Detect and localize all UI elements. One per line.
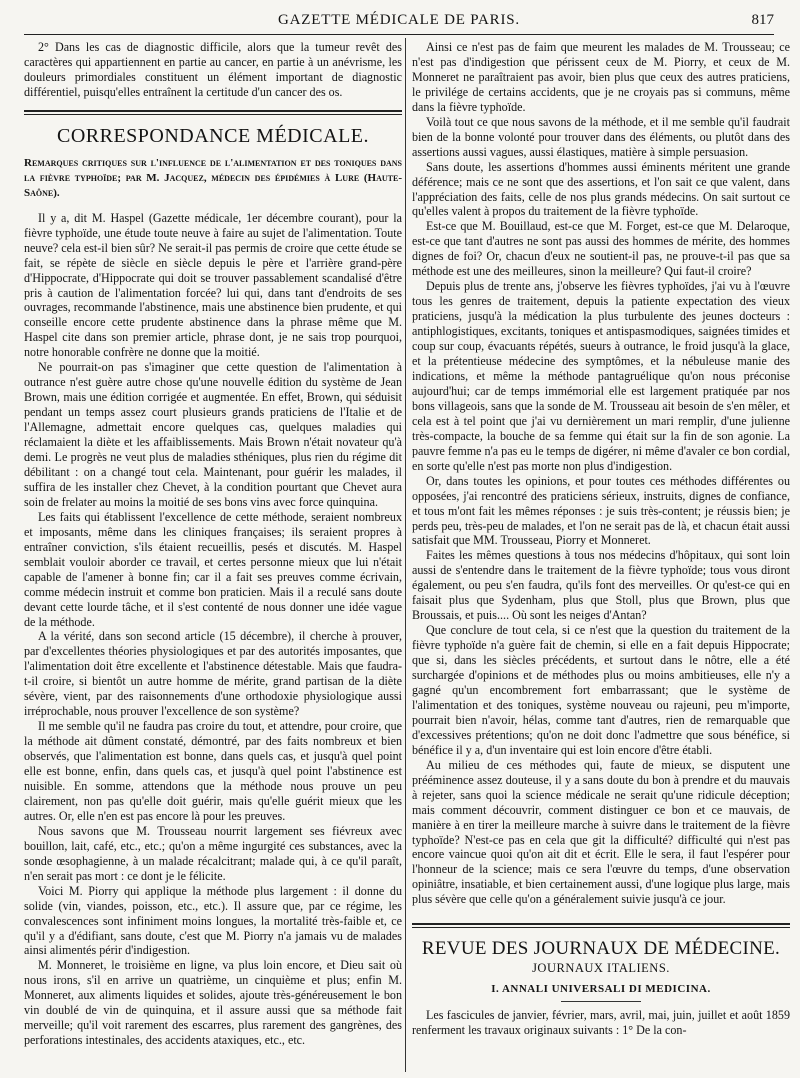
article-paragraph: A la vérité, dans son second article (15 décembre), il cherche à prouver, par d'excellentes théories physiologiques et par des autorités imposantes, que l'alimentation doit être excellente et l'abstinence détestable. Mais que faudra-t-il croire, si bientôt un autre homme de mérite, grand partisan de la diète sévère, vient, par des raisonnements d'une orthodoxie physiologique aussi irréprochable, nous prouver l'excellence de son système? [24,629,402,719]
article-subtitle-text: Remarques critiques sur l'influence de l'alimentation et des toniques dans la fièvre typhoïde; par M. Jacquez, médecin des épidémies à Lure (Haute-Saône). [24,156,402,199]
article-paragraph: M. Monneret, le troisième en ligne, va plus loin encore, et Dieu sait où nous irons, s'il en arrive un quatrième, un cinquième et plus; enfin M. Monneret, aux aliments liquides et solides, ajoute très-généreusement le bon vin doublé de vin de quinquina, et il assure aussi que sa méthode fait merveille; qu'il voit rarement des escarres, plus rarement des gangrènes, des perforations intestinales, des accidents ataxiques, etc., etc. [24,958,402,1048]
article-paragraph: Que conclure de tout cela, si ce n'est que la question du traitement de la fièvre typhoïde n'a guère fait de chemin, si elle en a fait depuis Hippocrate; que si, dans les siècles précédents, et surtout dans le nôtre, elle a été surchargée d'opinions et de méthodes plus ou moins ambitieuses, elle n'y a gagné qu'un encombrement fort embarrassant; que le système de l'alimentation et des toniques, système nouveau ou rajeuni, peu m'importe, pourrait bien n'avoir, hélas, comme tant d'autres, rien de remarquable que d'excessives prétentions; qu'on ne doit donc l'admettre que sous bénéfice, si bénéfice il y a, d'un inventaire qui est loin encore d'être établi. [412,623,790,757]
article-paragraph: Il y a, dit M. Haspel (Gazette médicale, 1er décembre courant), pour la fièvre typhoïde, une étude toute neuve à faire au sujet de l'alimentation. Toute neuve? cela est-il bien sûr? Ne serait-il pas permis de croire que cette étude se fait, se répète de siècle en siècle depuis le père et l'arrière grand-père d'Hippocrate, d'Hippocrate qui doit se trouver passablement scandalisé d'être pris à caution de l'alimentation forcée? lui qui, dans tant d'endroits de ses ouvrages, recommande l'abstinence, mais une abstinence bien prudente, et qui conseille encore cette prudente abstinence dans la phrase même que M. Haspel cite dans son premier article, phrase dont, je ne sais trop pourquoi, notre honorable confrère ne donne que la moitié. [24,210,402,360]
article-paragraph: Nous savons que M. Trousseau nourrit largement ses fiévreux avec bouillon, lait, café, etc., etc.; qu'on a même ingurgité ces substances, avec la sonde œsophagienne, à un malade récalcitrant; malade qui, à ce qu'il paraît, n'en serait pas mort : ce dont je le félicite. [24,823,402,883]
journal-heading: I. ANNALI UNIVERSALI DI MEDICINA. [412,982,790,1002]
article-paragraph: Les faits qui établissent l'excellence de cette méthode, seraient nombreux et imposants, même dans les cliniques françaises; ils seraient propres à entraîner conviction, s'ils étaient recueillis, pesés et discutés. M. Haspel semblait vouloir aborder ce travail, et certes personne mieux que lui n'était capable de l'amener à bonne fin; car il a fait ses preuves comme écrivain, comme médecin instruit et comme bon praticien. Mais il a reculé sans doute devant cette lourde tâche, et il s'est contenté de nous donner une idée vague de la méthode. [24,509,402,629]
article-paragraph: Sans doute, les assertions d'hommes aussi éminents méritent une grande déférence; mais ce ne sont que des assertions, et l'on sait ce que valent, dans l'appréciation des faits, celle de nos plus grands médecins. On sait surtout ce qu'elles valent à propos du traitement de la fièvre typhoïde. [412,159,790,219]
article-paragraph: Il me semble qu'il ne faudra pas croire du tout, et attendre, pour croire, que la méthode ait dûment constaté, démontré, par des faits nombreux et bien observés, que l'alimentation est bonne, dans quels cas, et jusqu'à quel point elle est bonne, enfin, dans quels cas, et jusqu'à quel point l'abstinence est nuisible. En somme, attendons que la méthode nous prouve un peu clairement, non pas qu'elle doit guérir, mais qu'elle guérit mieux que les autres. Or, elle n'en est pas encore là pour les preuves. [24,719,402,823]
article-paragraph: Est-ce que M. Bouillaud, est-ce que M. Forget, est-ce que M. Delaroque, est-ce que tant d'autres ne sont pas aussi des hommes de mérite, des hommes dignes de foi? Or, chacun d'eux ne soutient-il pas, ne prouve-t-il pas que sa méthode est une des meilleures, sinon la meilleure? Qui faut-il croire? [412,219,790,279]
article-paragraph: Or, dans toutes les opinions, et pour toutes ces méthodes différentes ou opposées, j'ai rencontré des praticiens sérieux, instruits, dignes de confiance, et tous m'ont fait les mêmes réponses : je suis très-content; je réussis bien; je perds peu, très-peu de malades, et l'on ne serait pas de là, et chacun était aussi satisfait que MM. Trousseau, Piorry et Monneret. [412,473,790,548]
article-subtitle [24,156,402,201]
article-paragraph: Ne pourrait-on pas s'imaginer que cette question de l'alimentation à outrance n'est guère autre chose qu'une nouvelle édition du système de Jean Brown, mais une édition corrigée et augmentée. En effet, Brown, qui séduisit pendant un temps assez court plusieurs grands praticiens de l'Italie et de l'Allemagne, admettait encore quelques cas, quelques maladies qui réclamaient la diète et les affaiblissements. Mais Brown n'était novateur qu'à demi. Le progrès ne veut plus de maladies sthéniques, plus rien du régime dit débilitant : on a changé tout cela. Maintenant, pour guérir les malades, il suffira de les installer chez Chevet, à la condition pourtant que Chevet aura soin de frelater au moins la moitié de ses bons vins avec force quinquina. [24,360,402,509]
article-paragraph: Depuis plus de trente ans, j'observe les fièvres typhoïdes, j'ai vu à l'œuvre tous les genres de traitement, depuis la patiente expectation des vieux praticiens, jusqu'à la médication la plus turbulente des jeunes docteurs : antiphlogistiques, excitants, toniques et antispasmodiques, saignées timides et coup sur coup, évacuants répétés, sueurs à outrance, le froid jusqu'à la glace, et la prétentieuse médecine des symptômes, et la nébuleuse manie des indications, et même la méthode pantagruélique qu'on nous préconise aujourd'hui; car de temps immémorial elle est largement pratiquée par nos bons villageois, sans que la sonde de M. Trousseau ait besoin de s'en mêler, et cela est à tel point que j'ai vu dernièrement un mari remplir, d'une julienne très-compacte, la bouche de sa femme qui était sur la fin de son agonie. La pauvre femme n'a pas eu le temps de digérer, ni même d'avaler ce bon cordial, en sorte qu'elle n'est pas morte non plus d'indigestion. [412,279,790,473]
section-separator [412,923,790,928]
left-column [24,40,402,1070]
column-divider [405,38,406,1072]
article-paragraph: Voilà tout ce que nous savons de la méthode, et il me semble qu'il faudrait bien de la bonne volonté pour trouver dans des éléments, ou plutôt dans des assertions aussi vagues, aussi élastiques, matière à simple persuasion. [412,114,790,159]
article-paragraph: Voici M. Piorry qui applique la méthode plus largement : il donne du solide (vin, viandes, poisson, etc., etc.). Il assure que, par ce régime, les convalescences sont infiniment moins longues, la mortalité très-faible et, ce qu'il y a d'édifiant, sans doute, c'est que M. Piorry n'a jamais vu de malades ainsi alimentés périr d'indigestion. [24,883,402,958]
article-paragraph: Faites les mêmes questions à tous nos médecins d'hôpitaux, qui sont loin aussi de s'entendre dans le traitement de la fièvre typhoïde; tous vous diront également, ou peu s'en faudra, qu'ils font des merveilles. Or qu'est-ce qui en faisait plus que Sydenham, plus que Stoll, plus que Brown, plus que Broussais, et puis.... Où sont les neiges d'Antan? [412,548,790,623]
review-subsection-title: JOURNAUX ITALIENS. [532,961,670,976]
review-section-title: REVUE DES JOURNAUX DE MÉDECINE. [421,938,781,960]
article-paragraph: Ainsi ce n'est pas de faim que meurent les malades de M. Trousseau; ce n'est pas d'indigestion que périssent ceux de M. Piorry, et ceux de M. Monneret ne paraîtraient pas avoir, bien plus que ceux des autres praticiens, le privilége de certains accidents, que je ne croyais pas si communs, même dans la fièvre typhoïde. [412,40,790,114]
journal-title: GAZETTE MÉDICALE DE PARIS. [278,12,520,28]
article-paragraph: Au milieu de ces méthodes qui, faute de mieux, se disputent une prééminence assez douteuse, il y a sans doute du bon à prendre et du mauvais à rejeter, sans quoi la science médicale ne serait qu'une ridicule déception; mais comment découvrir, comment distinguer ce bon et ce mauvais, de manière à en tirer la meilleure marche à suivre dans le traitement de la fièvre typhoïde? N'est-ce pas en cela que git la difficulté? difficulté qui n'est pas encore vaincue quoi qu'on ait dit et écrit. Elle le sera, il faut l'espérer pour l'honneur de la science; mais ce sera l'œuvre du temps, d'une observation opiniâtre, insatiable, et bien certainement aussi, d'une logique plus large, mais plus sévère que celle qu'on a généralement suivie jusqu'à ce jour. [412,757,790,907]
page-header [24,8,774,35]
right-column [412,40,790,1072]
section-title: CORRESPONDANCE MÉDICALE. [56,124,370,147]
page-number: 817 [751,12,774,28]
intro-paragraph: 2° Dans les cas de diagnostic difficile, alors que la tumeur revêt des caractères qui appartiennent en partie au cancer, en partie à un anévrisme, les douleurs primordiales constituent un élément important de diagnostic différentiel, puisqu'elles entraînent la certitude d'un cancer des os. [24,40,402,99]
review-paragraph: Les fascicules de janvier, février, mars, avril, mai, juin, juillet et août 1859 renferment les travaux originaux suivants : 1° De la con- [412,1008,790,1038]
section-separator [24,110,402,115]
